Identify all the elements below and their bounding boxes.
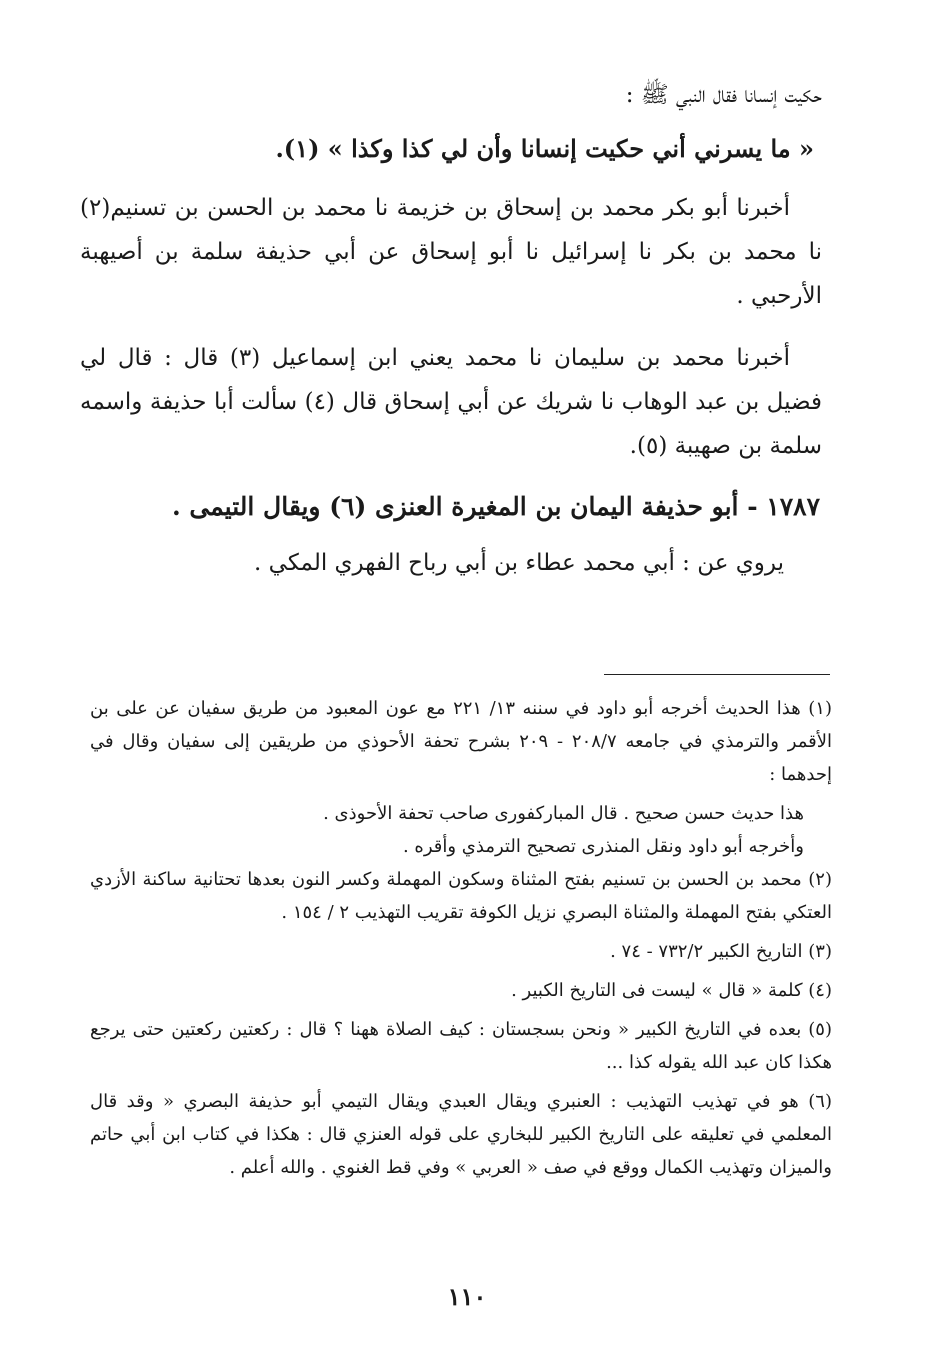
footnote-1-note: وأخرجه أبو داود ونقل المنذرى تصحيح الترمذي وأقره . bbox=[402, 836, 804, 857]
footnote-divider bbox=[604, 674, 830, 675]
isnad-paragraph-1: أخبرنا أبو بكر محمد بن إسحاق بن خزيمة نا محمد بن الحسن بن تسنيم(٢) نا محمد بن بكر نا إسرائيل نا أبو إسحاق عن أبي حذيفة سلمة بن أصيهبة الأرحبي . bbox=[80, 195, 822, 309]
opening-line: حكيت إنسانا فقال النبي ﷺ : bbox=[625, 82, 822, 108]
narrates-from-line: يروي عن : أبي محمد عطاء بن أبي رباح الفهري المكي . bbox=[254, 550, 784, 576]
footnotes bbox=[90, 692, 832, 1184]
footnote-4: (٤) كلمة « قال » ليست فى التاريخ الكبير . bbox=[511, 980, 832, 1001]
main-text bbox=[80, 78, 822, 603]
isnad-paragraph-2: أخبرنا محمد بن سليمان نا محمد يعني ابن إسماعيل (٣) قال : قال لي فضيل بن عبد الوهاب نا شريك عن أبي إسحاق قال (٤) سألت أبا حذيفة واسمه سلمة بن صهيبة (٥). bbox=[80, 345, 822, 459]
footnote-2: (٢) محمد بن الحسن بن تسنيم بفتح المثناة وسكون المهملة وكسر النون بعدها تحتانية ساكنة الأزدي العتكي بفتح المهملة والمثناة البصري نزيل الكوفة تقريب التهذيب ٢ / ١٥٤ . bbox=[90, 869, 832, 923]
page-number: ١١٠ bbox=[447, 1282, 487, 1311]
hadith-quote: « ما يسرني أني حكيت إنسانا وأن لي كذا وكذا » (١). bbox=[275, 134, 814, 163]
footnote-5: (٥) بعده في التاريخ الكبير « ونحن بسجستان : كيف الصلاة ههنا ؟ قال : ركعتين ركعتين حتى يرجع هكذا كان عبد الله يقوله كذا ... bbox=[90, 1019, 832, 1073]
footnote-1: (١) هذا الحديث أخرجه أبو داود في سننه ١٣/ ٢٢١ مع عون المعبود من طريق سفيان عن على بن الأقمر والترمذي في جامعه ٢٠٨/٧ - ٢٠٩ بشرح تحفة الأحوذي من طريقين إلى سفيان وقال في إحدهما : bbox=[90, 698, 832, 785]
footnote-1-quote: هذا حديث حسن صحيح . قال المباركفورى صاحب تحفة الأحوذى . bbox=[323, 803, 804, 824]
entry-heading: ١٧٨٧ - أبو حذيفة اليمان بن المغيرة العنزى (٦) ويقال التيمى . bbox=[171, 492, 820, 521]
footnote-3: (٣) التاريخ الكبير ٧٣٢/٢ - ٧٤ . bbox=[610, 941, 832, 962]
footnote-6: (٦) هو في تهذيب التهذيب : العنبري ويقال العبدي ويقال التيمي أبو حذيفة البصري « وقد قال المعلمي في تعليقه على التاريخ الكبير للبخاري على قوله العنزي قال : هكذا في كتاب ابن أبي حاتم والميزان وتهذيب الكمال ووقع في صف « العربي » وفي قط الغنوي . والله أعلم . bbox=[90, 1091, 832, 1178]
